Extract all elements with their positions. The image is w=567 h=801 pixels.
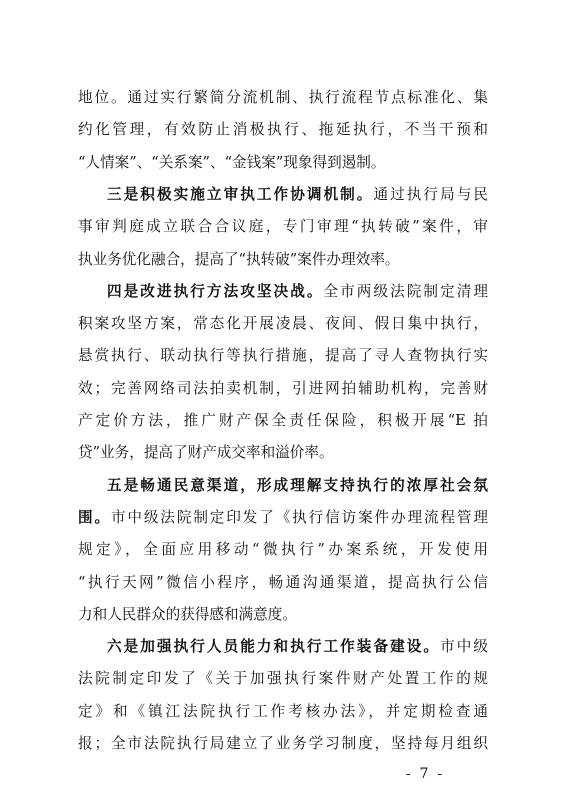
- paragraph-3-heading: 四是改进执行方法攻坚决战。: [107, 282, 324, 300]
- paragraph-3-line-2: 积案攻坚方案，常态化开展凌晨、夜间、假日集中执行，: [78, 315, 488, 333]
- paragraph-3-text: 全市两级法院制定清理: [323, 282, 488, 300]
- paragraph-1-line-1: 地位。通过实行繁简分流机制、执行流程节点标准化、集: [78, 89, 488, 106]
- paragraph-4-line-3: 规定》，全面应用移动“微执行”办案系统，开发使用: [78, 541, 488, 559]
- paragraph-5-line-4: 报；全市法院执行局建立了业务学习制度，坚持每月组织: [78, 735, 488, 752]
- paragraph-5-text: 市中级: [440, 638, 488, 656]
- paragraph-4-line-4: “执行天网”微信小程序，畅通沟通渠道，提高执行公信: [78, 573, 488, 591]
- paragraph-2-text: 通过执行局与民: [373, 185, 488, 203]
- paragraph-3-line-6: 贷”业务，提高了财产成交率和溢价率。: [78, 444, 334, 462]
- paragraph-2-line-1: [107, 185, 488, 205]
- paragraph-2-line-3: 执业务优化融合，提高了“执转破”案件办理效率。: [78, 250, 400, 268]
- paragraph-3-line-5: 产定价方法，推广财产保全责任保险，积极开展“E 拍: [78, 412, 488, 429]
- paragraph-5-line-2: 法院制定印发了《关于加强执行案件财产处置工作的规: [78, 670, 488, 688]
- paragraph-4-heading-line-1: 五是畅通民意渠道，形成理解支持执行的浓厚社会氛: [107, 476, 488, 494]
- page-number: - 7 -: [405, 766, 443, 782]
- paragraph-4-text: 市中级法院制定印发了《执行信访案件办理流程管理: [110, 508, 488, 526]
- paragraph-3-line-4: 效；完善网络司法拍卖机制，引进网拍辅助机构，完善财: [78, 379, 488, 397]
- paragraph-1-line-3: “人情案”、“关系案”、“金钱案”现象得到遏制。: [78, 153, 386, 171]
- paragraph-2-heading: 三是积极实施立审执工作协调机制。: [107, 185, 374, 203]
- paragraph-5-heading: 六是加强执行人员能力和执行工作装备建设。: [107, 638, 441, 656]
- paragraph-4-line-2: [78, 508, 488, 528]
- paragraph-4-heading-line-2: 围。: [78, 508, 111, 526]
- paragraph-3-line-3: 悬赏执行、联动执行等执行措施，提高了寻人查物执行实: [78, 347, 488, 365]
- paragraph-4-line-5: 力和人民群众的获得感和满意度。: [78, 605, 297, 623]
- paragraph-5-line-3: 定》和《镇江法院执行工作考核办法》，并定期检查通: [78, 702, 488, 720]
- paragraph-2-line-2: 事审判庭成立联合合议庭，专门审理“执转破”案件，审: [78, 218, 488, 236]
- paragraph-1-line-2: 约化管理，有效防止消极执行、拖延执行，不当干预和: [78, 121, 488, 139]
- paragraph-5-line-1: [107, 637, 488, 657]
- paragraph-3-line-1: [107, 282, 488, 302]
